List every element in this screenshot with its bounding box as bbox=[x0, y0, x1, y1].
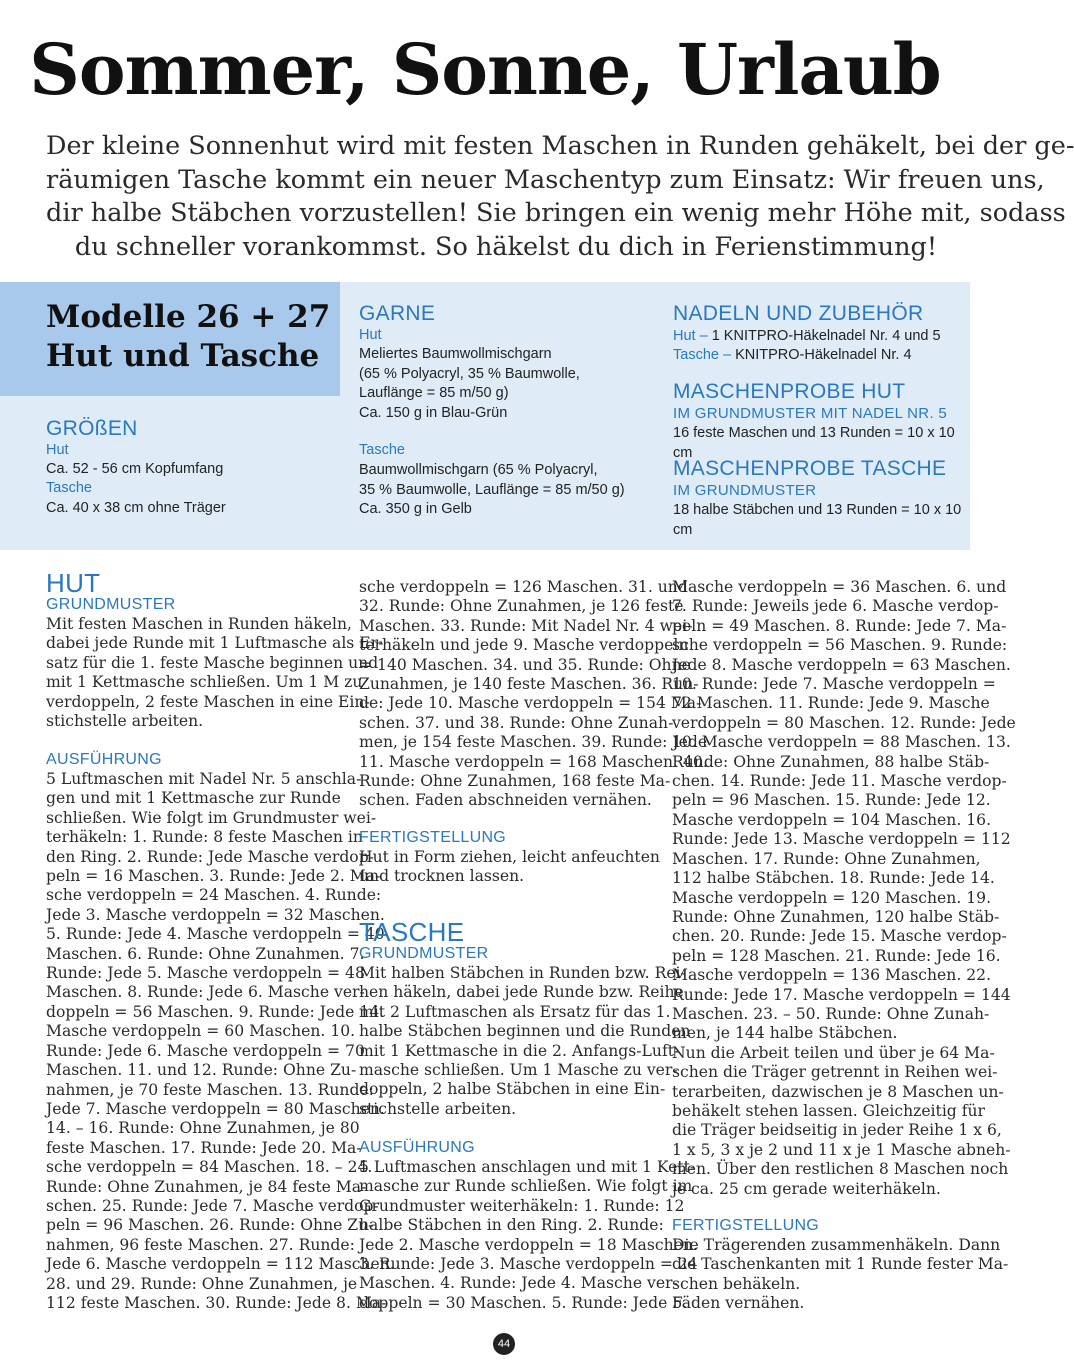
text-line: feste Maschen. 17. Runde: Jede 20. Ma- bbox=[46, 1138, 362, 1157]
text-line: halbe Stäbchen beginnen und die Runden bbox=[359, 1022, 691, 1041]
text-line: Maschen. 4. Runde: Jede 4. Masche ver- bbox=[359, 1274, 678, 1293]
text-line: sche verdoppeln = 56 Maschen. 9. Runde: bbox=[672, 636, 1008, 655]
text-line: Runde: Jede 13. Masche verdoppeln = 112 bbox=[672, 830, 1011, 849]
text-line: schen. 37. und 38. Runde: Ohne Zunah- bbox=[359, 713, 674, 732]
hut-grund-text bbox=[46, 615, 384, 731]
yarn-tasche-label: Tasche bbox=[359, 442, 405, 458]
text-line: dabei jede Runde mit 1 Luftmasche als Er- bbox=[46, 634, 384, 653]
yarn-tasche-details bbox=[359, 461, 625, 520]
text-line: Maschen. 6. Runde: Ohne Zunahmen. 7. bbox=[46, 944, 365, 963]
text-line: stichstelle arbeiten. bbox=[46, 712, 204, 731]
text-line: Die Trägerenden zusammenhäkeln. Dann bbox=[672, 1236, 1001, 1254]
text-line: und trocknen lassen. bbox=[359, 867, 525, 886]
text-line: 1 x 5, 3 x je 2 und 11 x je 1 Masche abneh- bbox=[672, 1140, 1011, 1159]
text-line: Masche verdoppeln = 60 Maschen. 10. bbox=[46, 1022, 356, 1041]
text-line: chen. 14. Runde: Jede 11. Masche verdop- bbox=[672, 772, 1007, 791]
text-line: de: Jede 10. Masche verdoppeln = 154 Ma- bbox=[359, 694, 702, 713]
hut-ausf-heading: AUSFÜHRUNG bbox=[46, 751, 162, 768]
text-line: doppeln = 56 Maschen. 9. Runde: Jede 14. bbox=[46, 1002, 385, 1021]
gauge-hat-sub: IM GRUNDMUSTER MIT NADEL NR. 5 bbox=[673, 405, 948, 422]
yarn-hut-line: Ca. 150 g in Blau-Grün bbox=[359, 404, 508, 421]
sizes-tasche-value: Ca. 40 x 38 cm ohne Träger bbox=[46, 500, 226, 516]
text-line: Masche verdoppeln = 104 Maschen. 16. bbox=[672, 810, 992, 829]
text-line: Masche verdoppeln = 136 Maschen. 22. bbox=[672, 966, 992, 985]
gauge-bag-heading: MASCHENPROBE TASCHE bbox=[673, 457, 947, 480]
needles-tasche bbox=[673, 346, 912, 366]
sizes-hut-value: Ca. 52 - 56 cm Kopfumfang bbox=[46, 461, 224, 477]
text-line: Runde: Ohne Zunahmen, je 84 feste Ma- bbox=[46, 1177, 367, 1196]
needles-hut bbox=[673, 327, 941, 347]
yarn-hut-line: (65 % Polyacryl, 35 % Baumwolle, bbox=[359, 365, 580, 382]
text-line: verdoppeln = 80 Maschen. 12. Runde: Jede bbox=[672, 713, 1016, 732]
text-line: peln = 49 Maschen. 8. Runde: Jede 7. Ma- bbox=[672, 616, 1007, 635]
text-line: doppeln, 2 halbe Stäbchen in eine Ein- bbox=[359, 1080, 666, 1099]
tasche-fertig-heading: FERTIGSTELLUNG bbox=[672, 1217, 820, 1234]
text-line: Jede 3. Masche verdoppeln = 32 Maschen. bbox=[46, 905, 385, 924]
text-line: peln = 128 Maschen. 21. Runde: Jede 16. bbox=[672, 946, 1001, 965]
text-line: peln = 96 Maschen. 26. Runde: Ohne Zu- bbox=[46, 1216, 374, 1235]
tasche-ausf-heading: AUSFÜHRUNG bbox=[359, 1139, 475, 1156]
intro-line: du schneller vorankommst. So häkelst du dich in Ferienstimmung! bbox=[74, 231, 938, 262]
text-line: terhäkeln und jede 9. Masche verdoppeln bbox=[359, 636, 689, 655]
text-line: peln = 16 Maschen. 3. Runde: Jede 2. Ma- bbox=[46, 867, 381, 886]
text-line: men, je 144 halbe Stäbchen. bbox=[672, 1024, 898, 1043]
sizes-hut-label: Hut bbox=[46, 442, 69, 458]
tasche-grund-text bbox=[359, 964, 691, 1119]
text-line: die Taschenkanten mit 1 Runde fester Ma- bbox=[672, 1255, 1009, 1274]
text-line: schen die Träger getrennt in Reihen wei- bbox=[672, 1063, 998, 1082]
yarn-hut-details bbox=[359, 345, 580, 423]
yarn-hut-line: Meliertes Baumwollmischgarn bbox=[359, 346, 552, 362]
text-line: nahmen, je 70 feste Maschen. 13. Runde: bbox=[46, 1080, 374, 1099]
hut-ausf-continued bbox=[359, 578, 708, 811]
gauge-hat-heading: MASCHENPROBE HUT bbox=[673, 380, 906, 403]
text-line: schen. 25. Runde: Jede 7. Masche verdop- bbox=[46, 1196, 379, 1215]
text-line: behäkelt stehen lassen. Gleichzeitig für bbox=[672, 1101, 986, 1120]
needles-tasche-label: Tasche – bbox=[673, 347, 732, 363]
gauge-hat-value: 16 feste Maschen und 13 Runden = 10 x 10 cm bbox=[673, 425, 955, 461]
intro-line: Der kleine Sonnenhut wird mit festen Maschen in Runden gehäkelt, bei der ge- bbox=[46, 131, 1074, 161]
text-line: Maschen. 33. Runde: Mit Nadel Nr. 4 wei- bbox=[359, 616, 693, 635]
intro-line: dir halbe Stäbchen vorzustellen! Sie bringen ein wenig mehr Höhe mit, sodass bbox=[46, 198, 1066, 228]
text-line: Jede 7. Masche verdoppeln = 80 Maschen. bbox=[46, 1099, 385, 1118]
text-line: 10. Masche verdoppeln = 88 Maschen. 13. bbox=[672, 733, 1011, 752]
text-line: 112 feste Maschen. 30. Runde: Jede 8. Ma- bbox=[46, 1293, 387, 1312]
model-name: Hut und Tasche bbox=[46, 338, 320, 374]
text-line: 11. Masche verdoppeln = 168 Maschen. 40. bbox=[359, 752, 708, 771]
needles-hut-value: 1 KNITPRO-Häkelnadel Nr. 4 und 5 bbox=[711, 328, 941, 344]
text-line: Mit festen Maschen in Runden häkeln, bbox=[46, 615, 352, 633]
yarn-tasche-line: 35 % Baumwolle, Lauflänge = 85 m/50 g) bbox=[359, 481, 625, 498]
text-line: doppeln = 30 Maschen. 5. Runde: Jede 5. bbox=[359, 1293, 688, 1312]
text-line: Maschen. 17. Runde: Ohne Zunahmen, bbox=[672, 849, 981, 868]
tasche-ausf-text bbox=[359, 1158, 698, 1313]
yarn-tasche-line: Ca. 350 g in Gelb bbox=[359, 501, 472, 517]
text-line: Hut in Form ziehen, leicht anfeuchten bbox=[359, 848, 660, 866]
text-line: 72 Maschen. 11. Runde: Jede 9. Masche bbox=[672, 694, 990, 713]
hut-grund-heading: GRUNDMUSTER bbox=[46, 596, 176, 613]
text-line: Runde: Ohne Zunahmen, 168 feste Ma- bbox=[359, 772, 671, 791]
text-line: Maschen. 8. Runde: Jede 6. Masche ver- bbox=[46, 983, 365, 1002]
text-line: 7. Runde: Jeweils jede 6. Masche verdop- bbox=[672, 597, 999, 616]
text-line: 10. Runde: Jede 7. Masche verdoppeln = bbox=[672, 675, 996, 694]
text-line: peln = 96 Maschen. 15. Runde: Jede 12. bbox=[672, 791, 991, 810]
text-line: 5 Luftmaschen mit Nadel Nr. 5 anschla- bbox=[46, 770, 362, 788]
text-line: 32. Runde: Ohne Zunahmen, je 126 feste bbox=[359, 597, 684, 616]
text-line: 28. und 29. Runde: Ohne Zunahmen, je bbox=[46, 1274, 358, 1293]
text-line: sche verdoppeln = 24 Maschen. 4. Runde: bbox=[46, 886, 382, 905]
text-line: Maschen. 23. – 50. Runde: Ohne Zunah- bbox=[672, 1004, 990, 1023]
text-line: Zunahmen, je 140 feste Maschen. 36. Run- bbox=[359, 675, 699, 694]
yarn-heading: GARNE bbox=[359, 302, 436, 325]
text-line: Runde: Ohne Zunahmen, 88 halbe Stäb- bbox=[672, 752, 990, 771]
tasche-heading: TASCHE bbox=[359, 917, 465, 947]
text-line: chen. 20. Runde: Jede 15. Masche verdop- bbox=[672, 927, 1007, 946]
needles-tasche-value: KNITPRO-Häkelnadel Nr. 4 bbox=[735, 347, 912, 363]
text-line: sche verdoppeln = 126 Maschen. 31. und bbox=[359, 578, 688, 596]
text-line: 3. Runde: Jede 3. Masche verdoppeln = 24 bbox=[359, 1255, 698, 1274]
tasche-fertig-text bbox=[672, 1236, 1009, 1314]
text-line: Jede 8. Masche verdoppeln = 63 Maschen. bbox=[672, 655, 1011, 674]
text-line: mit 1 Kettmasche schließen. Um 1 M zu bbox=[46, 673, 363, 692]
tasche-grund-heading: GRUNDMUSTER bbox=[359, 945, 489, 962]
text-line: Runde: Jede 6. Masche verdoppeln = 70 bbox=[46, 1041, 365, 1060]
text-line: je ca. 25 cm gerade weiterhäkeln. bbox=[672, 1179, 941, 1198]
text-line: = 140 Maschen. 34. und 35. Runde: Ohne bbox=[359, 655, 691, 674]
text-line: Nun die Arbeit teilen und über je 64 Ma- bbox=[672, 1043, 995, 1062]
gauge-bag-value: 18 halbe Stäbchen und 13 Runden = 10 x 10 cm bbox=[673, 502, 962, 538]
text-line: Runde: Ohne Zunahmen, 120 halbe Stäb- bbox=[672, 907, 1000, 926]
text-line: 5 Luftmaschen anschlagen und mit 1 Kett- bbox=[359, 1158, 696, 1176]
text-line: schen behäkeln. bbox=[672, 1274, 801, 1293]
text-line: 14. – 16. Runde: Ohne Zunahmen, je 80 bbox=[46, 1119, 360, 1138]
text-line: 112 halbe Stäbchen. 18. Runde: Jede 14. bbox=[672, 869, 995, 888]
text-line: Masche verdoppeln = 120 Maschen. 19. bbox=[672, 888, 992, 907]
text-line: men, je 154 feste Maschen. 39. Runde: Jede bbox=[359, 733, 708, 752]
model-title bbox=[46, 298, 330, 376]
model-number: Modelle 26 + 27 bbox=[46, 299, 331, 335]
text-line: Mit halben Stäbchen in Runden bzw. Rei- bbox=[359, 964, 686, 982]
intro-line: räumigen Tasche kommt ein neuer Maschentyp zum Einsatz: Wir freuen uns, bbox=[46, 164, 1045, 195]
text-line: 5. Runde: Jede 4. Masche verdoppeln = 40 bbox=[46, 925, 385, 944]
text-line: gen und mit 1 Kettmasche zur Runde bbox=[46, 789, 341, 808]
yarn-hut-label: Hut bbox=[359, 327, 382, 343]
hut-fertig-heading: FERTIGSTELLUNG bbox=[359, 829, 507, 846]
gauge-bag-sub: IM GRUNDMUSTER bbox=[673, 482, 817, 499]
page-title: Sommer, Sonne, Urlaub bbox=[29, 28, 941, 111]
text-line: men. Über den restlichen 8 Maschen noch bbox=[672, 1160, 1009, 1179]
text-line: halbe Stäbchen in den Ring. 2. Runde: bbox=[359, 1216, 664, 1235]
sizes-tasche-label: Tasche bbox=[46, 480, 92, 496]
text-line: sche verdoppeln = 84 Maschen. 18. – 24. bbox=[46, 1158, 373, 1177]
hut-heading: HUT bbox=[46, 568, 101, 598]
needles-hut-label: Hut – bbox=[673, 328, 708, 344]
needles-heading: NADELN UND ZUBEHÖR bbox=[673, 302, 924, 325]
text-line: Jede 6. Masche verdoppeln = 112 Maschen. bbox=[46, 1255, 395, 1274]
text-line: Runde: Jede 17. Masche verdoppeln = 144 bbox=[672, 985, 1011, 1004]
text-line: mit 2 Luftmaschen als Ersatz für das 1. bbox=[359, 1002, 671, 1021]
text-line: nahmen, 96 feste Maschen. 27. Runde: bbox=[46, 1235, 355, 1254]
hut-fertig-text bbox=[359, 848, 660, 887]
text-line: schließen. Wie folgt im Grundmuster wei- bbox=[46, 808, 377, 827]
text-line: Masche verdoppeln = 36 Maschen. 6. und bbox=[672, 578, 1007, 596]
yarn-tasche-line: Baumwollmischgarn (65 % Polyacryl, bbox=[359, 462, 598, 478]
text-line: masche schließen. Um 1 Masche zu ver- bbox=[359, 1061, 678, 1080]
sizes-heading: GRÖßEN bbox=[46, 417, 138, 440]
tasche-ausf-continued bbox=[672, 578, 1016, 1199]
text-line: satz für die 1. feste Masche beginnen und bbox=[46, 653, 379, 672]
text-line: hen häkeln, dabei jede Runde bzw. Reihe bbox=[359, 983, 684, 1002]
hut-ausf-text bbox=[46, 770, 395, 1313]
text-line: den Ring. 2. Runde: Jede Masche verdop- bbox=[46, 847, 374, 866]
intro-paragraph bbox=[46, 130, 1074, 264]
text-line: Fäden vernähen. bbox=[672, 1294, 805, 1313]
text-line: Grundmuster weiterhäkeln: 1. Runde: 12 bbox=[359, 1196, 685, 1215]
text-line: masche zur Runde schließen. Wie folgt im bbox=[359, 1177, 693, 1196]
text-line: terarbeiten, dazwischen je 8 Maschen un- bbox=[672, 1082, 1004, 1101]
text-line: die Träger beidseitig in jeder Reihe 1 x 6, bbox=[672, 1121, 1002, 1140]
text-line: mit 1 Kettmasche in die 2. Anfangs-Luft- bbox=[359, 1041, 680, 1060]
text-line: Runde: Jede 5. Masche verdoppeln = 48 bbox=[46, 964, 365, 983]
page-number: 44 bbox=[493, 1333, 515, 1355]
text-line: Maschen. 11. und 12. Runde: Ohne Zu- bbox=[46, 1061, 357, 1080]
text-line: schen. Faden abschneiden vernähen. bbox=[359, 791, 652, 810]
text-line: Jede 2. Masche verdoppeln = 18 Maschen. bbox=[359, 1235, 698, 1254]
text-line: verdoppeln, 2 feste Maschen in eine Ein- bbox=[46, 692, 370, 711]
text-line: terhäkeln: 1. Runde: 8 feste Maschen in bbox=[46, 828, 363, 847]
text-line: stichstelle arbeiten. bbox=[359, 1099, 517, 1118]
yarn-hut-line: Lauflänge = 85 m/50 g) bbox=[359, 385, 509, 401]
